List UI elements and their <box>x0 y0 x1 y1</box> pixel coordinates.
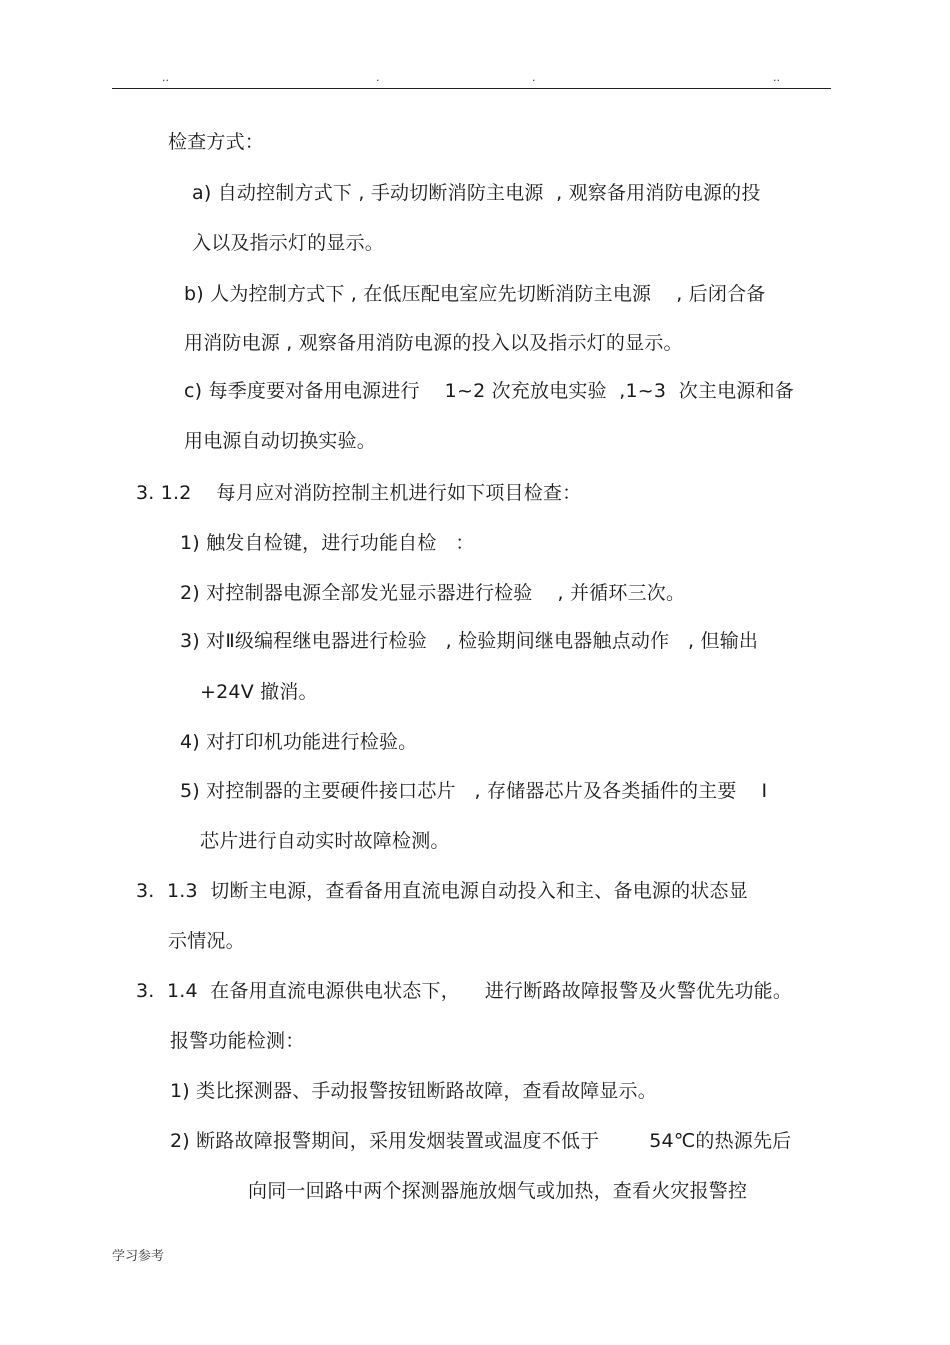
header-mark: . <box>376 71 380 84</box>
header-mark: .. <box>162 71 169 84</box>
text-line: 示情况。 <box>168 930 245 952</box>
footer-label: 学习参考 <box>112 1249 165 1264</box>
text-line: 3) 对Ⅱ级编程继电器进行检验 , 检验期间继电器触点动作 , 但输出 <box>180 630 759 652</box>
text-line: c) 每季度要对备用电源进行 1~2 次充放电实验 ,1~3 次主电源和备 <box>184 380 794 402</box>
text-line: 1) 类比探测器、手动报警按钮断路故障，查看故障显示。 <box>170 1080 657 1102</box>
section-heading: 3. 1.2 每月应对消防控制主机进行如下项目检查： <box>136 482 582 504</box>
text-line: 2) 断路故障报警期间，采用发烟装置或温度不低于 54℃的热源先后 <box>170 1130 792 1152</box>
header-mark: .. <box>773 71 780 84</box>
section-heading: 3. 1.4 在备用直流电源供电状态下， 进行断路故障报警及火警优先功能。 <box>136 980 793 1002</box>
text-line: 用消防电源 , 观察备用消防电源的投入以及指示灯的显示。 <box>184 332 683 354</box>
text-line: a) 自动控制方式下 , 手动切断消防主电源 , 观察备用消防电源的投 <box>192 182 761 204</box>
text-line: 用电源自动切换实验。 <box>184 430 377 452</box>
text-line: 2) 对控制器电源全部发光显示器进行检验 , 并循环三次。 <box>180 582 686 604</box>
text-line: +24V 撤消。 <box>200 681 318 703</box>
text-line: 5) 对控制器的主要硬件接口芯片 , 存储器芯片及各类插件的主要 I <box>180 780 768 802</box>
section-heading: 3. 1.3 切断主电源，查看备用直流电源自动投入和主、备电源的状态显 <box>136 880 748 902</box>
text-line: 向同一回路中两个探测器施放烟气或加热，查看火灾报警控 <box>248 1180 748 1202</box>
text-line: 芯片进行自动实时故障检测。 <box>200 830 450 852</box>
text-line: b) 人为控制方式下 , 在低压配电室应先切断消防主电源 , 后闭合备 <box>184 283 766 305</box>
text-line: 4) 对打印机功能进行检验。 <box>180 731 418 753</box>
text-line: 检查方式： <box>168 131 265 153</box>
header-mark: . <box>532 71 536 84</box>
text-line: 1) 触发自检键，进行功能自检 ： <box>180 532 475 554</box>
text-line: 入以及指示灯的显示。 <box>192 232 385 254</box>
text-line: 报警功能检测： <box>170 1030 305 1052</box>
header-marks <box>0 72 950 86</box>
header-rule <box>112 88 831 89</box>
